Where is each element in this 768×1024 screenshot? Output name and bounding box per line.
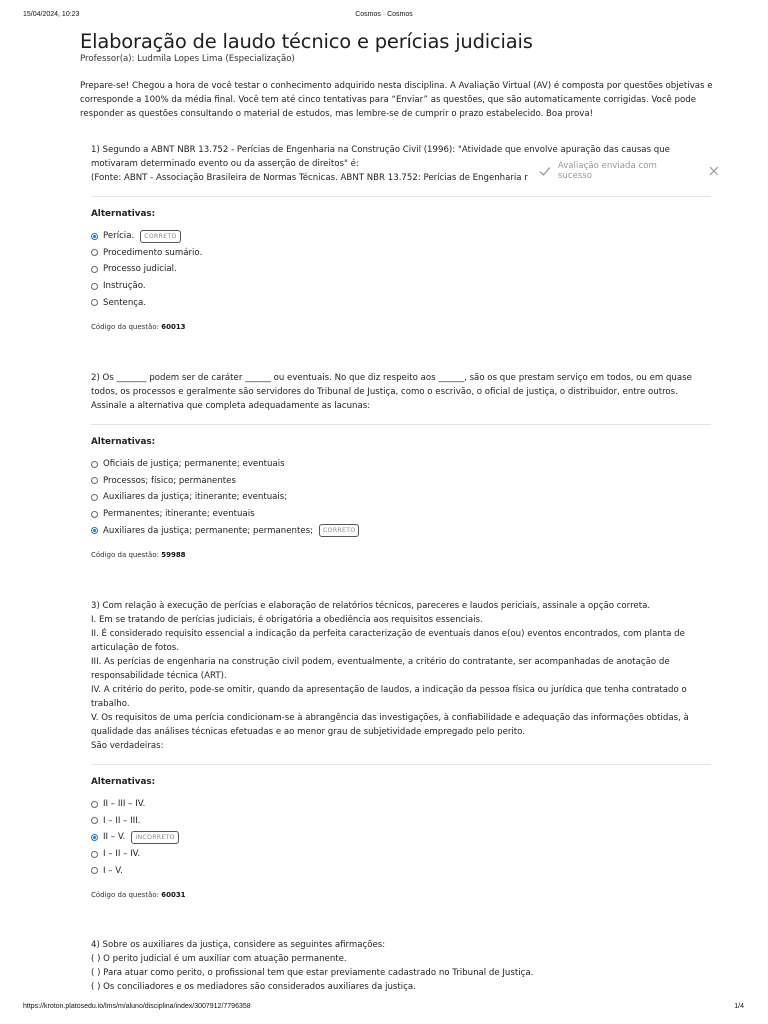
option[interactable]	[91, 456, 711, 473]
question-text: 3) Com relação à execução de perícias e elaboração de relatórios técnicos, pareceres e laudos periciais, assinale a opção correta. I. Em se tratando de perícias judiciais, é obrigatória a obediência aos requisitos essenciais. II. É considerado requisito essencial a indicação da perfeita caracterização de eventuais danos e(ou) eventos encontrados, com planta de articulação de fotos. III. As perícias de engenharia na construção civil podem, eventualmente, a critério do contratante, ser acompanhadas de anotação de responsabilidade técnica (ART). IV. A critério do perito, pode-se omitir, quando da apresentação de laudos, a indicação da pessoa física ou jurídica que tenha contratado o trabalho. V. Os requisitos de uma perícia condicionam-se à abrangência das investigações, à confiabilidade e adequação das informações obtidas, à qualidade das análises técnicas efetuadas e ao menor grau de subjetividade empregado pelo perito. São verdadeiras:	[91, 601, 689, 751]
option-label: I – II – IV.	[103, 849, 141, 860]
option[interactable]	[91, 489, 711, 506]
code-value: 60031	[161, 890, 186, 899]
divider	[91, 196, 711, 197]
option-label: I – V.	[103, 865, 123, 876]
radio-button[interactable]	[91, 283, 98, 290]
question-2	[91, 371, 711, 559]
question-text: 1) Segundo a ABNT NBR 13.752 - Perícias de Engenharia na Construção Civil (1996): "Atividade que envolve apuração das causas que motivaram determinado evento ou da asserção de direitos" é: (Fonte: ABNT - Associação Brasileira de Normas Técnicas. ABNT NBR 13.752: Perícias de Engenharia r	[91, 145, 670, 183]
option-label: Procedimento sumário.	[103, 247, 203, 258]
option[interactable]	[91, 829, 711, 846]
result-badge: CORRETO	[140, 230, 180, 243]
radio-button[interactable]	[91, 527, 98, 534]
code-value: 59988	[161, 550, 186, 559]
code-prefix: Código da questão:	[91, 890, 162, 899]
option[interactable]	[91, 473, 711, 490]
question-code	[91, 891, 711, 899]
radio-button[interactable]	[91, 233, 98, 240]
option-label: II – V.	[103, 832, 126, 843]
option[interactable]	[91, 522, 711, 539]
radio-button[interactable]	[91, 461, 98, 468]
result-badge: CORRETO	[319, 524, 359, 537]
check-icon	[538, 164, 552, 178]
code-value: 60013	[161, 322, 186, 331]
option[interactable]	[91, 862, 711, 879]
question-code	[91, 551, 711, 559]
option[interactable]	[91, 846, 711, 863]
options-list	[91, 228, 711, 311]
option-label: Auxiliares da justiça; itinerante; eventuais;	[103, 492, 288, 503]
options-list	[91, 796, 711, 879]
print-datetime: 15/04/2024, 10:23	[23, 11, 80, 18]
option-label: Instrução.	[103, 281, 146, 292]
option[interactable]	[91, 245, 711, 262]
option[interactable]	[91, 294, 711, 311]
divider	[91, 424, 711, 425]
question-code	[91, 323, 711, 331]
radio-button[interactable]	[91, 851, 98, 858]
toast-notification	[530, 160, 720, 182]
question-text: 2) Os _______ podem ser de caráter ______ ou eventuais. No que diz respeito aos ______, são os que prestam serviço em todos, ou em quase todos, os processos e geralmente são servidores do Tribunal de Justiça, como o escrivão, o oficial de justiça, o distribuidor, entre outros. Assinale a alternativa que completa adequadamente as lacunas:	[91, 373, 692, 411]
option-label: Oficiais de justiça; permanente; eventuais	[103, 459, 285, 470]
radio-button[interactable]	[91, 867, 98, 874]
radio-button[interactable]	[91, 817, 98, 824]
radio-button[interactable]	[91, 249, 98, 256]
option-label: I – II – III.	[103, 815, 141, 826]
option-label: Sentença.	[103, 297, 147, 308]
divider	[91, 764, 711, 765]
option-label: Processo judicial.	[103, 264, 177, 275]
print-page-number: 1/4	[734, 1003, 744, 1010]
radio-button[interactable]	[91, 801, 98, 808]
radio-button[interactable]	[91, 299, 98, 306]
print-page-title: Cosmos · Cosmos	[355, 11, 413, 18]
option[interactable]	[91, 261, 711, 278]
radio-button[interactable]	[91, 494, 98, 501]
option[interactable]	[91, 796, 711, 813]
code-prefix: Código da questão:	[91, 550, 162, 559]
alternatives-title: Alternativas:	[91, 437, 156, 447]
options-list	[91, 456, 711, 539]
radio-button[interactable]	[91, 834, 98, 841]
professor-info: Professor(a): Ludmila Lopes Lima (Especialização)	[80, 54, 295, 64]
option-label: Permanentes; itinerante; eventuais	[103, 509, 255, 520]
alternatives-title: Alternativas:	[91, 209, 156, 219]
close-icon[interactable]	[708, 165, 720, 177]
option-label: II – III – IV.	[103, 799, 146, 810]
page-title: Elaboração de laudo técnico e perícias judiciais	[80, 30, 533, 53]
option[interactable]	[91, 813, 711, 830]
alternatives-title: Alternativas:	[91, 777, 156, 787]
question-4	[91, 938, 711, 994]
radio-button[interactable]	[91, 266, 98, 273]
option[interactable]	[91, 228, 711, 245]
result-badge: INCORRETO	[131, 831, 179, 844]
question-text: 4) Sobre os auxiliares da justiça, considere as seguintes afirmações: ( ) O perito judicial é um auxiliar com atuação permanente. ( ) Para atuar como perito, o profissional tem que estar previamente cadastrado no Tribunal de Justiça. ( ) Os conciliadores e os mediadores são considerados auxiliares da justiça.	[91, 940, 534, 992]
radio-button[interactable]	[91, 477, 98, 484]
code-prefix: Código da questão:	[91, 322, 162, 331]
intro-text: Prepare-se! Chegou a hora de você testar o conhecimento adquirido nesta disciplina. A Avaliação Virtual (AV) é composta por questões objetivas e corresponde a 100% da média final. Você tem até cinco tentativas para “Enviar” as questões, que são automaticamente corrigidas. Você pode responder as questões consultando o material de estudos, mas lembre-se de cumprir o prazo estabelecido. Boa prova!	[80, 81, 713, 119]
option[interactable]	[91, 278, 711, 295]
page-content	[80, 30, 716, 121]
radio-button[interactable]	[91, 511, 98, 518]
option-label: Auxiliares da justiça; permanente; permanentes;	[103, 525, 314, 536]
option-label: Processos; físico; permanentes	[103, 475, 236, 486]
option-label: Perícia.	[103, 231, 135, 242]
print-url: https://kroton.platosedu.io/lms/m/aluno/disciplina/index/3007912/7796358	[23, 1003, 251, 1010]
question-3	[91, 599, 711, 899]
toast-message: Avaliação enviada com sucesso	[557, 161, 657, 181]
option[interactable]	[91, 506, 711, 523]
